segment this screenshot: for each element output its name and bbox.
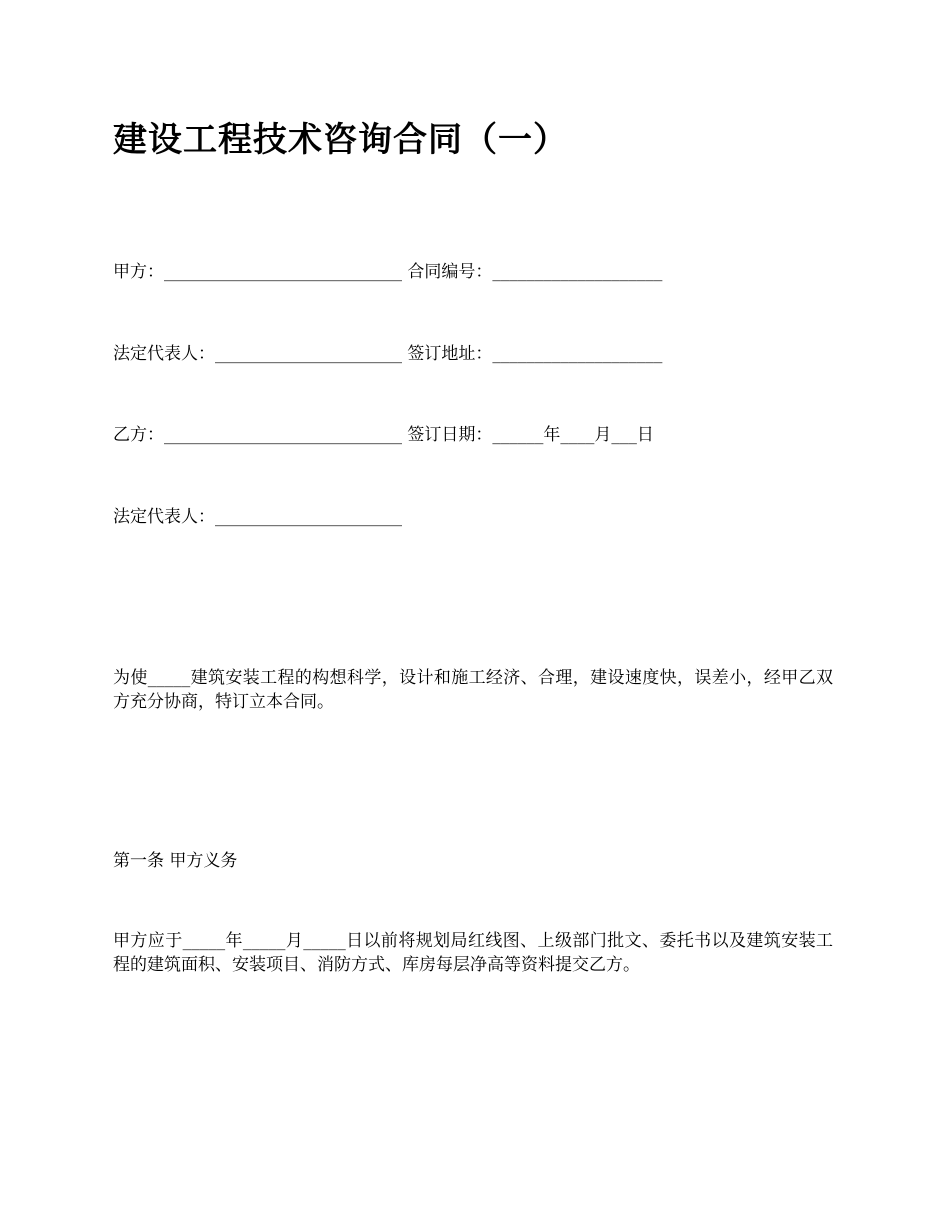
field-line-legal-rep-b: 法定代表人：______________________	[113, 507, 402, 527]
article-1-body: 甲方应于_____年_____月_____日以前将规划局红线图、上级部门批文、委托书以及建筑安装工程的建筑面积、安装项目、消防方式、库房每层净高等资料提交乙方。	[113, 931, 833, 975]
field-line-legal-rep-a: 法定代表人：______________________ 签订地址：____________________	[113, 344, 663, 364]
intro-paragraph: 为使_____建筑安装工程的构想科学，设计和施工经济、合理，建设速度快，误差小，经甲乙双方充分协商，特订立本合同。	[113, 668, 833, 712]
field-line-party-b: 乙方：____________________________ 签订日期：______年____月___日	[113, 425, 654, 445]
article-1-heading: 第一条 甲方义务	[113, 851, 238, 871]
field-line-party-a: 甲方：____________________________ 合同编号：____________________	[113, 262, 663, 282]
document-title: 建设工程技术咨询合同（一）	[113, 120, 568, 160]
